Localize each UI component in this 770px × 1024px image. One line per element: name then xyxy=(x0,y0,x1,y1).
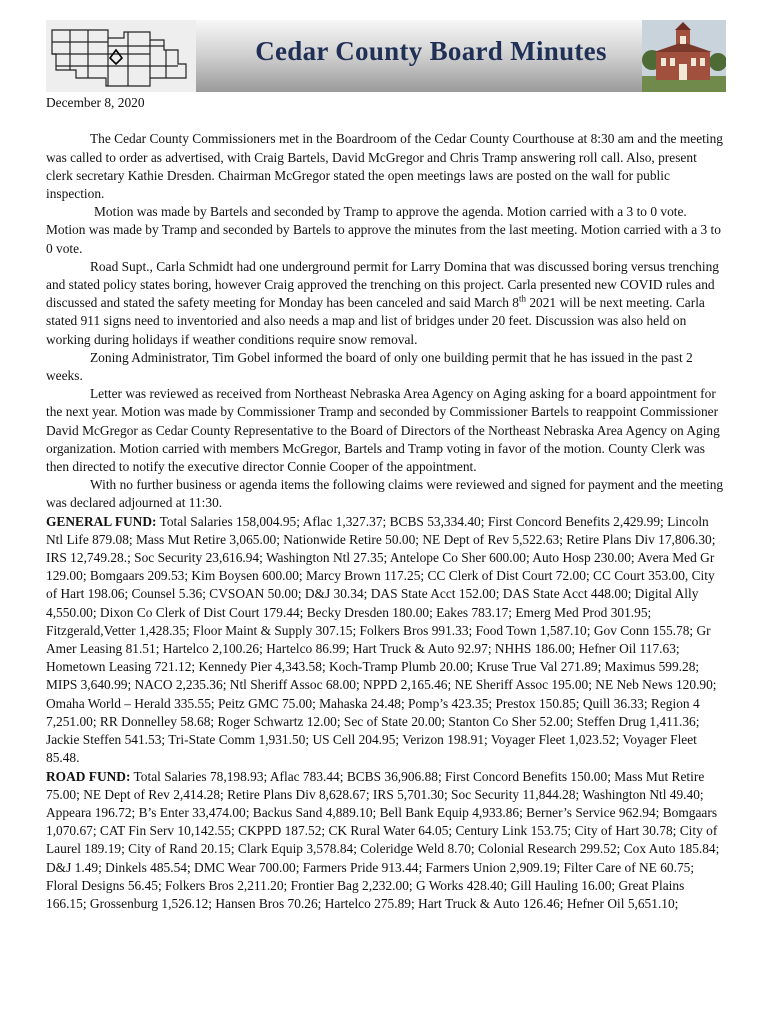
general-fund-claims xyxy=(46,513,726,768)
general-fund-heading: GENERAL FUND: xyxy=(46,513,157,529)
paragraph-area-agency: Letter was reviewed as received from Northeast Nebraska Area Agency on Aging asking for a board appointment for the next year. Motion was made by Commissioner Tramp and seconded by Commissioner Bartels to reappoint Commissioner David McGregor as Cedar County Representative to the Board of Directors of the Northeast Nebraska Area Agency on Aging organization. Motion carried with members McGregor, Bartels and Tramp voting in favor of the motion. County Clerk was then directed to notify the executive director Connie Cooper of the appointment. xyxy=(46,386,720,475)
header-banner xyxy=(46,20,726,92)
road-fund-heading: ROAD FUND: xyxy=(46,768,131,784)
paragraph-zoning: Zoning Administrator, Tim Gobel informed the board of only one building permit that he has issued in the past 2 weeks. xyxy=(46,349,693,384)
meeting-date: December 8, 2020 xyxy=(46,95,145,110)
paragraph-adjournment: With no further business or agenda items the following claims were reviewed and signed for payment and the meeting was declared adjourned at 11:30. xyxy=(46,477,724,511)
paragraph-road-supt xyxy=(46,258,726,349)
ordinal-suffix: th xyxy=(518,293,526,304)
county-map-icon xyxy=(46,20,196,92)
road-supt-text-b: 2021 will be next meeting. Carla stated 911 signs need to inventoried and also needs a map and list of bridges under 20 feet. Discussion was also held on working during holidays if weather conditions require snow removal. xyxy=(46,295,705,347)
road-supt-text-a: Road Supt., Carla Schmidt had one underground permit for Larry Domina that was discussed boring versus trenching and stated policy states boring, however Craig approved the trenching on this project. Carla presented new COVID rules and discussed and stated the safety meeting for Monday has been canceled and said March 8 xyxy=(46,258,719,311)
road-fund-text: Total Salaries 78,198.93; Aflac 783.44; BCBS 36,906.88; First Concord Benefits 150.00; Mass Mut Retire 75.00; NE Dept of Rev 2,414.28; Retire Plans Div 8,628.67; IRS 5,701.30; Soc Security 11,844.28; Washington Ntl 49.40; Appeara 196.72; B’s Enter 33,474.00; Backus Sand 4,889.10; Bell Bank Equip 4,933.86; Berner’s Service 962.94; Bomgaars 1,070.67; CAT Fin Serv 10,142.55; CKPPD 187.52; CK Rural Water 64.05; Century Link 153.75; City of Hart 30.78; City of Laurel 189.19; City of Rand 20.15; Clark Equip 3,578.84; Coleridge Weld 8.70; Colonial Research 299.52; Cox Auto 185.84; D&J 1.49; Dinkels 485.54; DMC Wear 700.00; Farmers Pride 913.44; Farmers Union 2,909.19; Filter Care of NE 60.75; Floral Designs 56.45; Folkers Bros 2,211.20; Frontier Bag 2,232.00; G Works 428.40; Gill Hauling 16.00; Great Plains 166.15; Grossenburg 1,526.12; Hansen Bros 70.26; Hartelco 275.89; Hart Truck & Auto 126.46; Hefner Oil 5,651.10; xyxy=(46,768,720,911)
road-fund-claims xyxy=(46,768,726,914)
general-fund-text: Total Salaries 158,004.95; Aflac 1,327.37; BCBS 53,334.40; First Concord Benefits 2,429.99; Lincoln Ntl Life 879.08; Mass Mut Retire 3,065.00; Nationwide Retire 50.00; NE Dept of Rev 5,522.63; Retire Plans Div 17,806.30; IRS 12,749.28.; Soc Security 23,616.94; Washington Ntl 27.35; Antelope Co Sher 600.00; Auto Hosp 230.00; Avera Med Gr 129.00; Bomgaars 209.53; Kim Boysen 600.00; Marcy Brown 117.25; CC Clerk of Dist Court 72.00; CC Court 353.00, City of Hart 198.06; Counsel 5.36; CVSOAN 50.00; D&J 30.34; DAS State Acct 152.00; DAS State Acct 448.00; Digital Ally 4,550.00; Dixon Co Clerk of Dist Court 179.44; Becky Dresden 180.00; Eakes 783.17; Emerg Med Prod 301.95; Fitzgerald,Vetter 1,428.35; Floor Maint & Supply 307.15; Folkers Bros 991.33; Food Town 1,587.10; Gov Conn 155.78; Gr Amer Leasing 81.51; Hartelco 2,100.26; Hartelco 86.99; Hart Truck & Auto 92.97; NHHS 186.00; Hefner Oil 117.63; Hometown Leasing 721.12; Kennedy Pier 4,343.58; Koch-Tramp Plumb 20.00; Kruse True Val 271.89; Maximus 599.28; MIPS 3,640.99; NACO 2,235.36; Ntl Sheriff Assoc 68.00; NPPD 2,165.46; NE Sheriff Assoc 195.00; NE Neb News 120.90; Omaha World – Herald 335.55; Peitz GMC 75.00; Mahaska 24.48; Pomp’s 423.35; Prestox 150.85; Quill 36.33; Region 4 7,251.00; RR Donnelley 58.68; Roger Schwartz 12.00; Sec of State 20.00; Stanton Co Sher 52.00; Steffen Drug 1,411.36; Jackie Steffen 541.53; Tri-State Comm 1,931.50; US Cell 204.95; Verizon 198.91; Voyager Fleet 1,023.52; Voyager Fleet 85.48. xyxy=(46,513,717,766)
minutes-body xyxy=(46,94,726,913)
paragraph-call-to-order: The Cedar County Commissioners met in the Boardroom of the Cedar County Courthouse at 8:30 am and the meeting was called to order as advertised, with Craig Bartels, David McGregor and Chris Tramp answering roll call. Also, present clerk secretary Kathie Dresden. Chairman McGregor stated the open meetings laws are posted on the wall for public inspection. xyxy=(46,131,723,201)
courthouse-icon xyxy=(642,20,726,92)
paragraph-agenda-approval: Motion was made by Bartels and seconded by Tramp to approve the agenda. Motion carried with a 3 to 0 vote. Motion was made by Tramp and seconded by Bartels to approve the minutes from the last meeting. Motion carried with a 3 to 0 vote. xyxy=(46,204,721,256)
page-title: Cedar County Board Minutes xyxy=(255,36,607,66)
